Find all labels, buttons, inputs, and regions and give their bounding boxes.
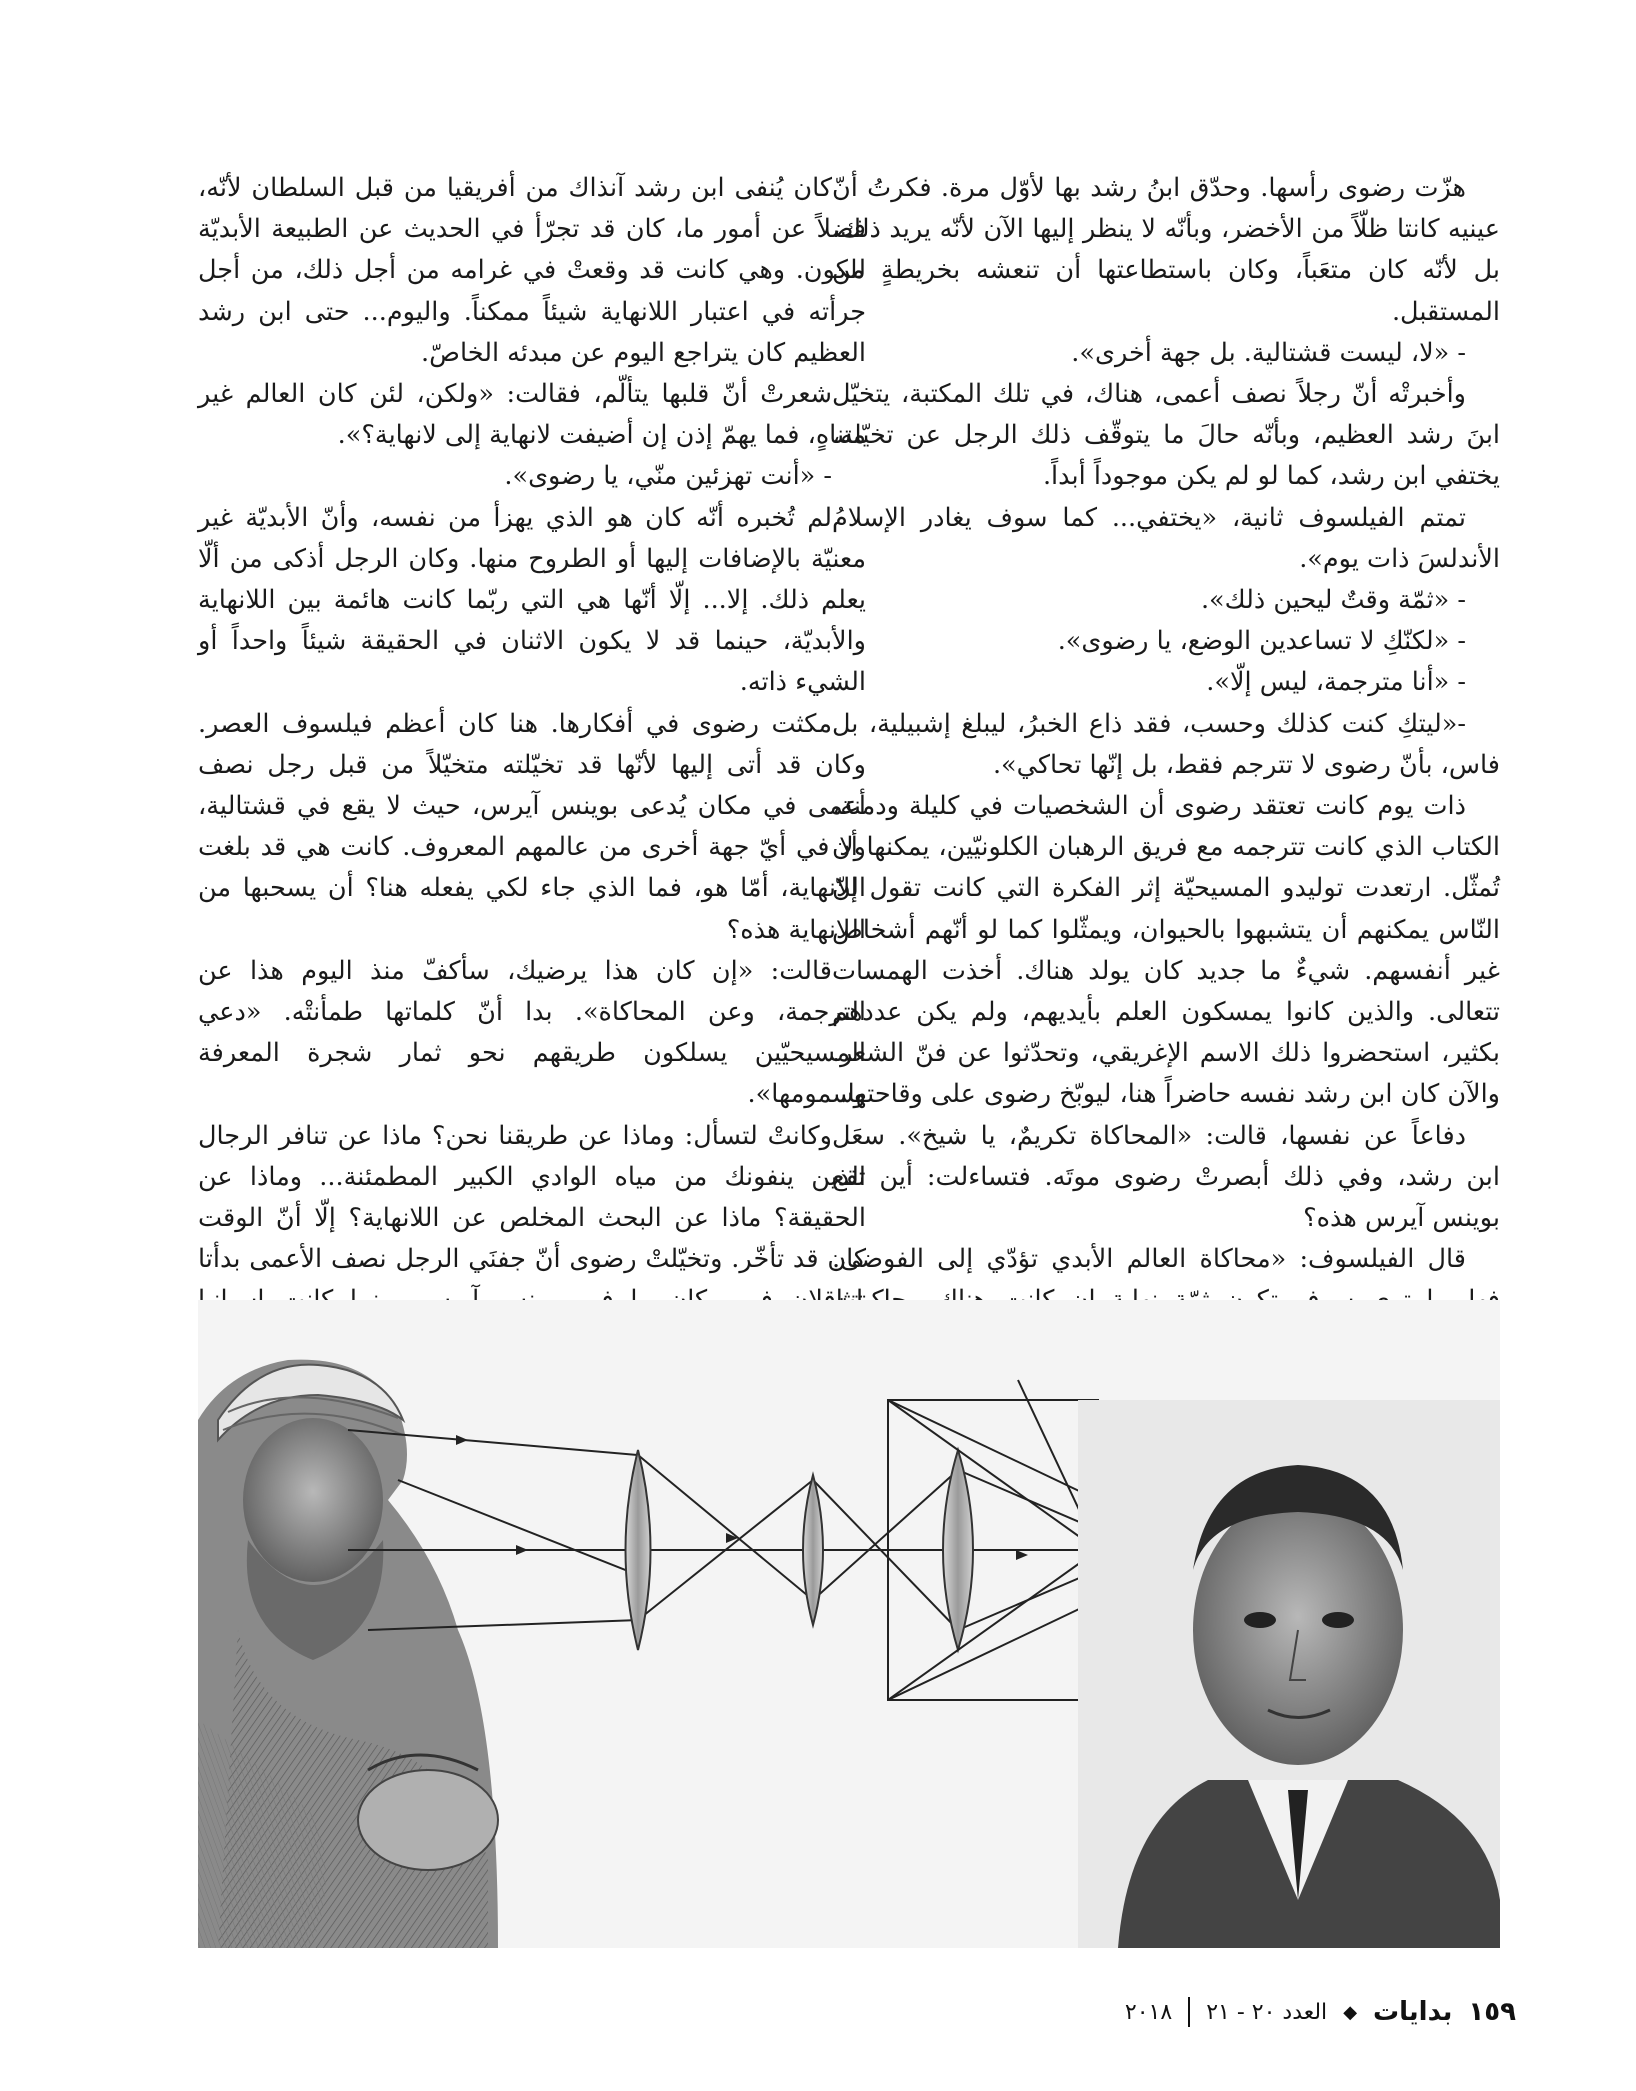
dialogue-line: -«ليتكِ كنت كذلك وحسب، فقد ذاع الخبرُ، ليبلغ إشبيلية، بل فاس، بأنّ رضوى لا تترجم فقط، بل إنّها تحاكي». (832, 708, 1500, 780)
paragraph: دفاعاً عن نفسها، قالت: «المحاكاة تكريمٌ، يا شيخ». سعَل ابن رشد، وفي ذلك أبصرتْ رضوى موتَه. فتساءلت: أين تقع بوينس آيرس هذه؟ (832, 1120, 1500, 1234)
dialogue-line: - «ثمّة وقتٌ ليحين ذلك». (1200, 585, 1466, 616)
paragraph: شعرتْ أنّ قلبها يتألّم، فقالت: «ولكن، لئن كان العالم غير متناهٍ، فما يهمّ إذن إن أضيفت لانهاية إلى لانهاية؟». (198, 379, 866, 451)
paragraph: كان يُنفى ابن رشد آنذاك من أفريقيا من قبل السلطان لأنّه، فضلاً عن أمور ما، كان قد تجرّأ في الحديث عن الطبيعة الأبديّة للكون. وهي كانت قد وقعتْ في غرامه من أجل ذلك، من أجل جرأته في اعتبار اللانهاية شيئاً ممكناً. واليوم... حتى ابن رشد العظيم كان يتراجع اليوم عن مبدئه الخاصّ. (198, 173, 866, 368)
text-column-right (832, 168, 1500, 1288)
dialogue-line: - «أنت تهزئين منّي، يا رضوى». (504, 461, 832, 492)
magazine-name: بدايات (1373, 1997, 1453, 2027)
issue-number: العدد ٢٠ - ٢١ (1206, 1999, 1328, 2025)
paragraph: وأخبرتْه أنّ رجلاً نصف أعمى، هناك، في تلك المكتبة، يتخيّل ابنَ رشد العظيم، وبأنّه حالَ ما يتوقّف ذلك الرجل عن تخيّله، يختفي ابن رشد، كما لو لم يكن موجوداً أبداً. (832, 379, 1500, 492)
issue-year: ٢٠١٨ (1124, 1999, 1173, 2025)
page-footer (956, 1990, 1516, 2034)
illustration-optics-collage (198, 1300, 1500, 1948)
page-number: ١٥٩ (1468, 1997, 1516, 2027)
divider (1188, 1997, 1190, 2027)
paragraph: قالت: «إن كان هذا يرضيك، سأكفّ منذ اليوم هذا عن الترجمة، وعن المحاكاة». بدا أنّ كلماتها طمأنتْه. «دعي المسيحيّين يسلكون طريقهم نحو ثمار شجرة المعرفة وسمومها». (198, 955, 866, 1110)
paragraph: ذات يوم كانت تعتقد رضوى أن الشخصيات في كليلة ودمنة، الكتاب الذي كانت تترجمه مع فريق الرهبان الكلونيّين، يمكنها أن تُمثّل. ارتعدت توليدو المسيحيّة إثر الفكرة التي كانت تقول إنّ النّاس يمكنهم أن يتشبهوا بالحيوان، ويمثّلوا كما لو أنّهم أشخاص غير أنفسهم. شيءٌ ما جديد كان يولد هناك. أخذت الهمسات تتعالى. والذين كانوا يمسكون العلم بأيديهم، ولم يكن عددهم بكثير، استحضروا ذلك الاسم الإغريقي، وتحدّثوا عن فنّ الشعر. والآن كان ابن رشد نفسه حاضراً هنا، ليوبّخ رضوى على وقاحتها. (832, 791, 1500, 1110)
dialogue-line: - «لا، ليست قشتالية. بل جهة أخرى». (1071, 337, 1466, 368)
portrait-figure (1078, 1400, 1500, 1948)
paragraph: قال الفيلسوف: «محاكاة العالم الأبدي تؤدّي إلى الفوضى. (832, 1244, 1466, 1275)
paragraph: تمتم الفيلسوف ثانية، «يختفي... كما سوف يغادر الإسلامُ الأندلسَ ذات يوم». (832, 502, 1500, 574)
dialogue-line: - «لكنّكِ لا تساعدين الوضع، يا رضوى». (1057, 626, 1466, 657)
illustration-svg (198, 1300, 1500, 1948)
diamond-icon: ◆ (1343, 2001, 1358, 2023)
paragraph: لم تُخبره أنّه كان هو الذي يهزأ من نفسه، وأنّ الأبديّة غير معنيّة بالإضافات إليها أو الطروح منها. وكان الرجل أذكى من ألّا يعلم ذلك. إلا... إلّا أنّها هي التي ربّما كانت هائمة بين اللانهاية والأبديّة، حينما قد لا يكون الاثنان في الحقيقة شيئاً واحداً أو الشيء ذاته. (198, 502, 866, 698)
paragraph: هزّت رضوى رأسها. وحدّق ابنُ رشد بها لأوّل مرة. فكرتُ أنّ عينيه كانتا ظلّاً من الأخضر، وبأنّه لا ينظر إليها الآن لأنّه يريد ذلك، بل لأنّه كان متعَباً، وكان باستطاعتها أن تنعشه بخريطةٍ من المستقبل. (832, 173, 1500, 327)
paragraph: وكانتْ لتسأل: وماذا عن طريقنا نحن؟ ماذا عن تنافر الرجال الذين ينفونك من مياه الوادي الكبير المطمئنة... وماذا عن الحقيقة؟ ماذا عن البحث المخلص عن اللانهاية؟ إلّا أنّ الوقت كان قد تأخّر. وتخيّلتْ رضوى أنّ جفنَي الرجل نصف الأعمى بدأتا (198, 1120, 866, 1275)
paragraph: مكثت رضوى في أفكارها. هنا كان أعظم فيلسوف العصر. وكان قد أتى إليها لأنّها قد تخيّلته متخيّلاً من قبل رجل نصف أعمى في مكان يُدعى بوينس آيرس، حيث لا يقع في قشتالية، ولا في أيّ جهة أخرى من عالمهم المعروف. كانت هي قد بلغت اللانهاية، أمّا هو، فما الذي جاء لكي يفعله هنا؟ أن يسحبها من اللانهاية هذه؟ (198, 708, 866, 945)
dialogue-line: - «أنا مترجمة، ليس إلّا». (1206, 667, 1466, 698)
text-column-left (198, 168, 866, 1288)
